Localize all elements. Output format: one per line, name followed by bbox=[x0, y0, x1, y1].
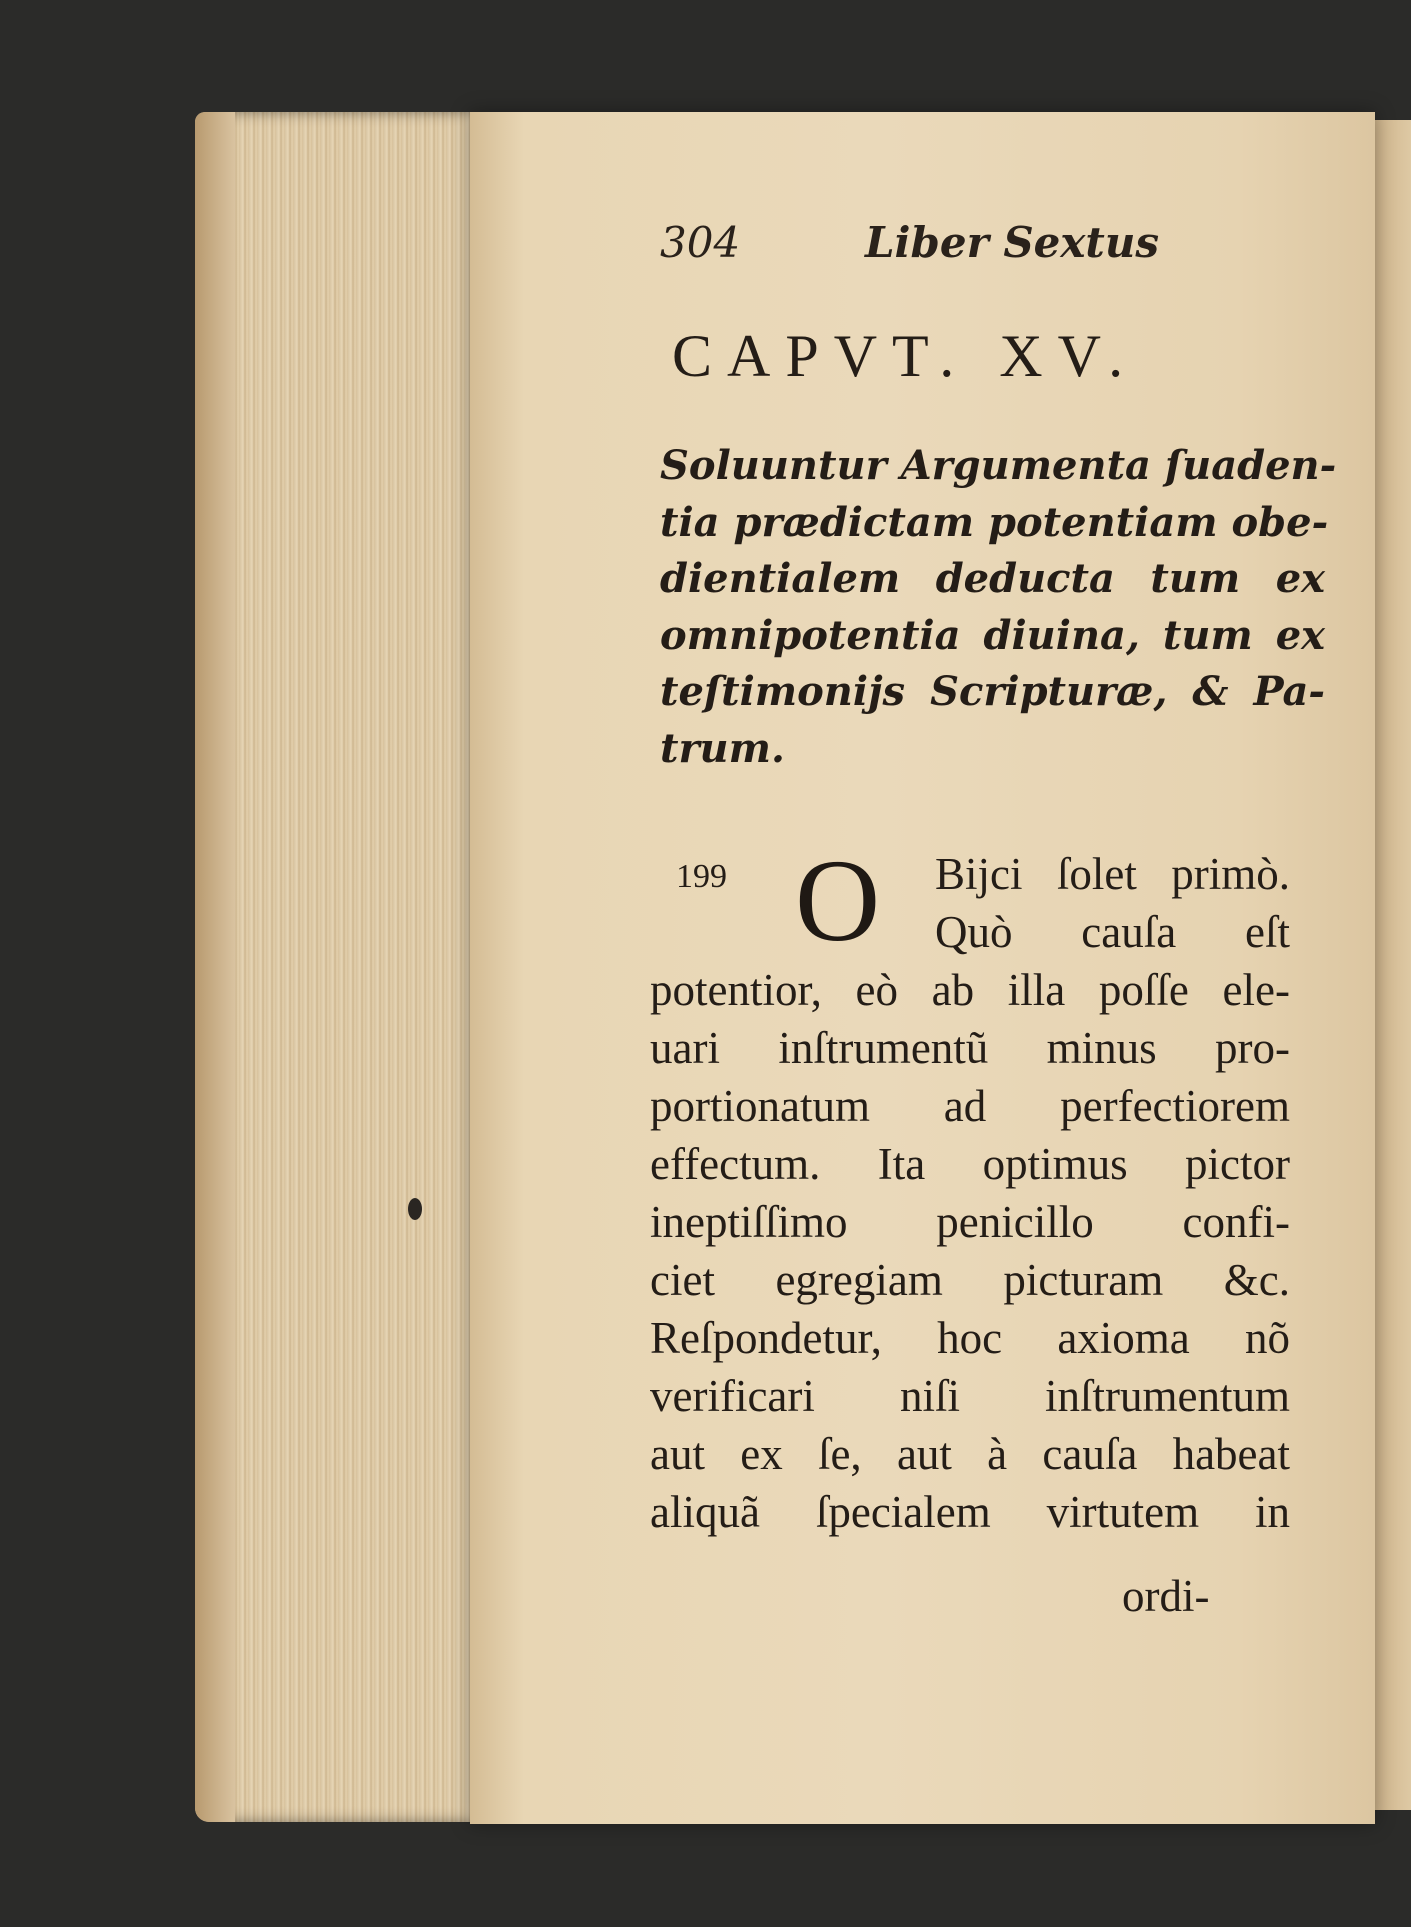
body-line: ciet egregiam picturam &c. bbox=[650, 1255, 1290, 1305]
body-line: aliquã ſpecialem virtutem in bbox=[650, 1487, 1290, 1537]
body-line: Bijci ſolet primò. bbox=[935, 849, 1290, 899]
body-line: potentior, eò ab illa poſſe ele- bbox=[650, 965, 1290, 1015]
summary-line: tia prædictam potentiam obe- bbox=[660, 498, 1329, 546]
body-line: uari inſtrumentũ minus pro- bbox=[650, 1023, 1290, 1073]
summary-line: trum. bbox=[660, 724, 785, 772]
body-line: Reſpondetur, hoc axioma nõ bbox=[650, 1313, 1290, 1363]
page-number: 304 bbox=[660, 218, 741, 267]
body-line: effectum. Ita optimus pictor bbox=[650, 1139, 1290, 1189]
page-block-edges bbox=[195, 112, 485, 1822]
summary-line: omnipotentia diuina, tum ex bbox=[660, 611, 1325, 659]
body-line: Quò cauſa eſt bbox=[935, 907, 1290, 957]
body-line: ineptiſſimo penicillo confi- bbox=[650, 1197, 1290, 1247]
body-line: portionatum ad perfectiorem bbox=[650, 1081, 1290, 1131]
chapter-summary bbox=[660, 438, 1337, 777]
catchword: ordi- bbox=[1122, 1571, 1210, 1621]
body-text bbox=[650, 845, 1290, 1541]
chapter-title: CAPVT. XV. bbox=[672, 323, 1139, 389]
summary-line: Soluuntur Argumenta ſuaden- bbox=[660, 442, 1337, 489]
section-number: 199 bbox=[676, 858, 727, 895]
summary-line: teſtimonijs Scripturæ, & Pa- bbox=[660, 668, 1325, 715]
body-line: aut ex ſe, aut à cauſa habeat bbox=[650, 1429, 1290, 1479]
summary-line: dientialem deducta tum ex bbox=[660, 555, 1325, 602]
running-title: Liber Sextus bbox=[865, 218, 1159, 267]
body-line: verificari niſi inſtrumentum bbox=[650, 1371, 1290, 1421]
drop-cap: O bbox=[795, 835, 881, 966]
ink-mark bbox=[408, 1198, 422, 1220]
